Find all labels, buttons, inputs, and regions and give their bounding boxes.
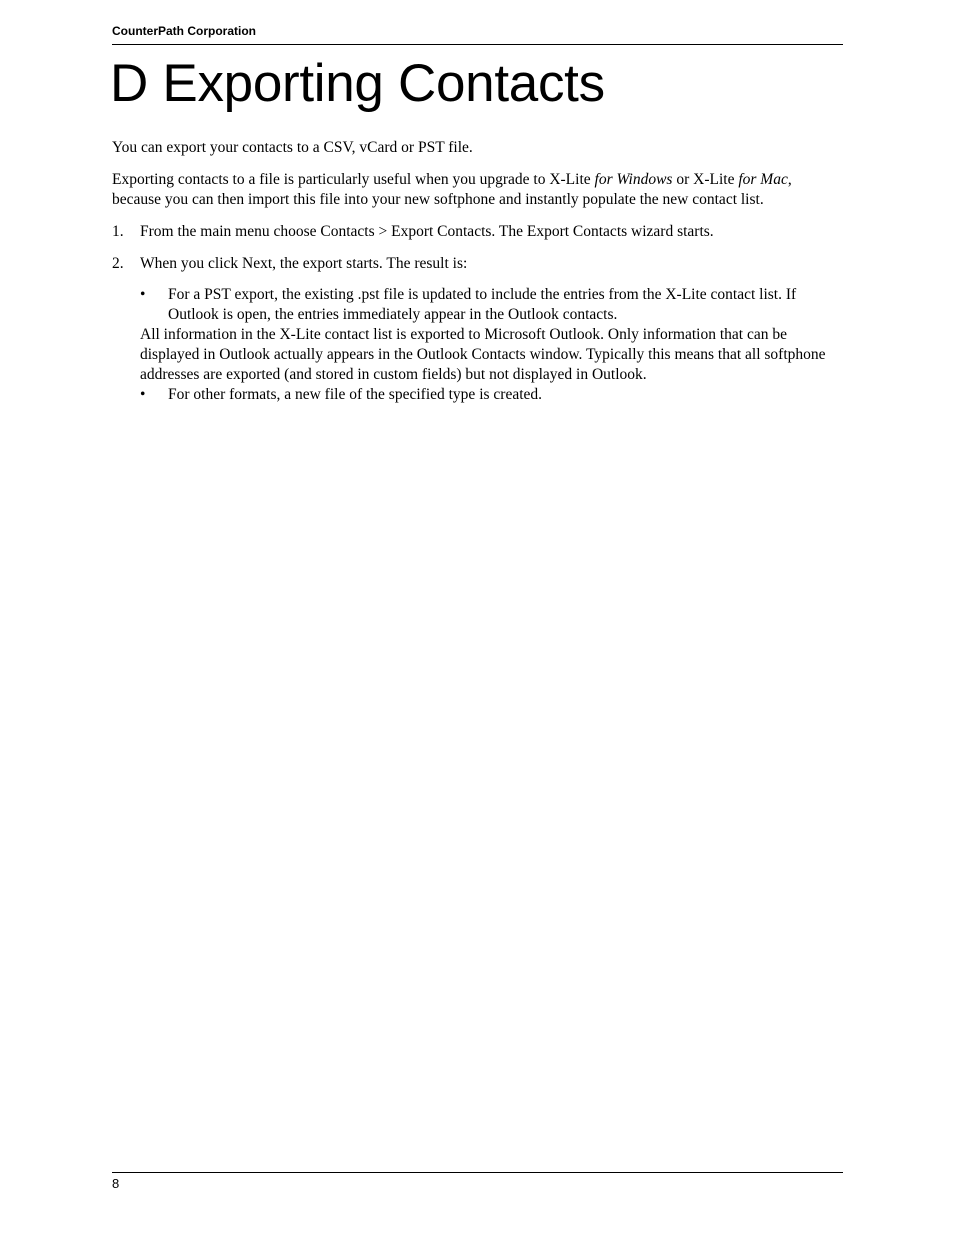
upgrade-text-2: or X-Lite [672, 171, 739, 188]
bullet-text: For a PST export, the existing .pst file is updated to include the entries from the X-Lite contact list. If Outlook is open, the entries immediately appear in the Outlook contacts. [168, 286, 797, 323]
bullet-icon: • [140, 386, 146, 403]
step-1 [112, 222, 844, 242]
bullet-text: For other formats, a new file of the specified type is created. [168, 386, 543, 403]
bullet-item-pst [140, 285, 844, 325]
intro-paragraph: You can export your contacts to a CSV, vCard or PST file. [112, 139, 473, 156]
step-number: 1. [112, 223, 124, 240]
upgrade-italic-mac: for Mac [738, 171, 788, 188]
upgrade-paragraph [112, 170, 844, 210]
footer-rule [112, 1172, 843, 1173]
page-title: D Exporting Contacts [110, 54, 605, 113]
header-company-name: CounterPath Corporation [112, 24, 256, 38]
step-number: 2. [112, 255, 124, 272]
header-rule [112, 44, 843, 45]
step-text: From the main menu choose Contacts > Export Contacts. The Export Contacts wizard starts. [140, 223, 714, 240]
step-2 [112, 254, 844, 274]
upgrade-italic-windows: for Windows [594, 171, 673, 188]
upgrade-text-1: Exporting contacts to a file is particularly useful when you upgrade to X-Lite [112, 171, 595, 188]
bullet-icon: • [140, 286, 146, 303]
bullet-subparagraph: All information in the X-Lite contact list is exported to Microsoft Outlook. Only information that can be displayed in Outlook actually appears in the Outlook Contacts window. Typically this means that all softphone addresses are exported (and stored in custom fields) but not displayed in Outlook. [140, 326, 826, 383]
page-number: 8 [112, 1176, 120, 1191]
result-bullet-list [140, 285, 844, 405]
bullet-item-other [140, 385, 844, 405]
upgrade-text-3: , because you can then import this file into your new softphone and instantly populate the new contact list. [112, 171, 792, 208]
body-content [112, 138, 844, 405]
step-text: When you click Next, the export starts. The result is: [140, 255, 468, 272]
